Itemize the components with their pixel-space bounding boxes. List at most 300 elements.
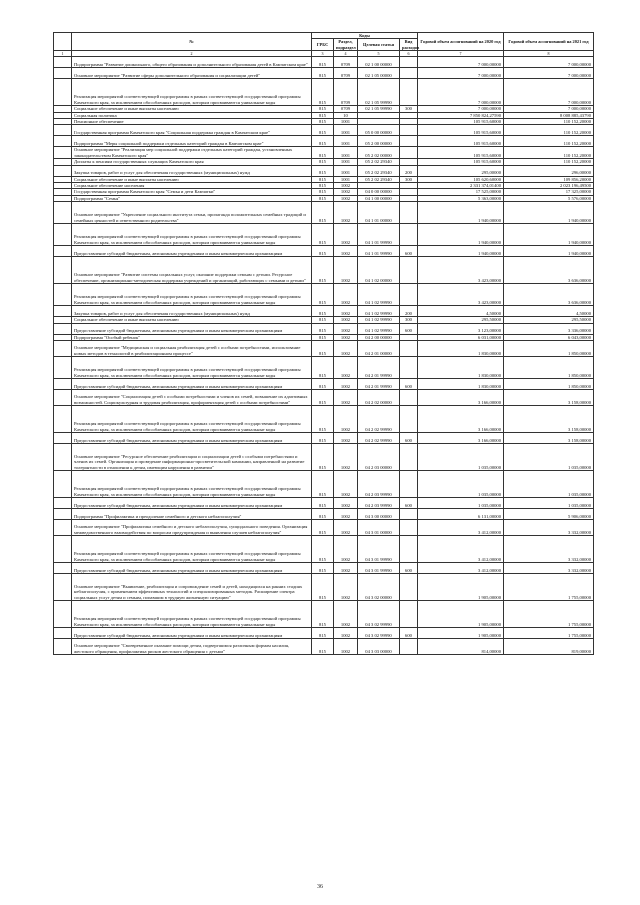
row-section-cell: 1002: [334, 183, 358, 189]
table-row: [54, 628, 594, 639]
index-cell: 3: [312, 51, 334, 57]
row-2020-cell: 105 915,60000: [418, 159, 504, 165]
row-2021-cell: 3 158,00000: [504, 433, 594, 444]
row-number-cell: [54, 323, 72, 334]
row-2020-cell: 7 850 824,27590: [418, 112, 504, 118]
row-exp-type-cell: [400, 357, 418, 379]
row-section-cell: 1002: [334, 601, 358, 628]
row-number-cell: [54, 246, 72, 257]
col-grbs-header: ГРБС: [312, 39, 334, 51]
row-section-cell: 1002: [334, 195, 358, 201]
row-2020-cell: 4,50000: [418, 306, 504, 317]
table-row: [54, 379, 594, 390]
row-2021-cell: 3 332,00000: [504, 563, 594, 574]
row-name-cell: Подпрограмма "Особый ребенок": [72, 334, 312, 340]
row-section-cell: 1002: [334, 509, 358, 520]
row-exp-type-cell: [400, 202, 418, 224]
row-2021-cell: 1 755,00000: [504, 628, 594, 639]
row-grbs-cell: 815: [312, 79, 334, 106]
row-name-cell: Предоставление субсидий бюджетным, автономным учреждениям и иным некоммерческим организациям: [72, 498, 312, 509]
table-row: [54, 224, 594, 246]
table-row: [54, 520, 594, 536]
row-section-cell: 1002: [334, 202, 358, 224]
index-cell: 7: [418, 51, 504, 57]
row-name-cell: Социальное обеспечение и иные выплаты населению: [72, 317, 312, 323]
row-name-cell: Реализация мероприятий соответствующей подпрограммы в рамках соответствующей государственной программы Камчатского края, за исключением обособленных расходов, которым присваиваются уникальные коды: [72, 601, 312, 628]
row-section-cell: 0709: [334, 68, 358, 79]
index-cell: 2: [72, 51, 312, 57]
row-section-cell: 1002: [334, 323, 358, 334]
row-number-cell: [54, 498, 72, 509]
row-grbs-cell: 815: [312, 159, 334, 165]
row-number-cell: [54, 306, 72, 317]
row-name-cell: Предоставление субсидий бюджетным, автономным учреждениям и иным некоммерческим организациям: [72, 379, 312, 390]
row-number-cell: [54, 202, 72, 224]
row-2020-cell: 105 915,60000: [418, 125, 504, 136]
row-2020-cell: 6 031,00000: [418, 334, 504, 340]
row-target-cell: 04 2 03 99990: [358, 498, 400, 509]
row-grbs-cell: 815: [312, 357, 334, 379]
row-name-cell: Предоставление субсидий бюджетным, автономным учреждениям и иным некоммерческим организациям: [72, 323, 312, 334]
table-row: [54, 147, 594, 159]
row-number-cell: [54, 136, 72, 147]
row-2020-cell: 3 123,00000: [418, 323, 504, 334]
row-2021-cell: 1 850,00000: [504, 341, 594, 357]
row-2020-cell: 7 000,00000: [418, 79, 504, 106]
table-row: [54, 639, 594, 655]
row-2020-cell: 3 412,00000: [418, 563, 504, 574]
row-name-cell: Реализация мероприятий соответствующей подпрограммы в рамках соответствующей государственной программы Камчатского края, за исключением обособленных расходов, которым присваиваются уникальные коды: [72, 357, 312, 379]
row-grbs-cell: 815: [312, 317, 334, 323]
row-number-cell: [54, 406, 72, 433]
row-exp-type-cell: [400, 471, 418, 498]
row-section-cell: 1002: [334, 224, 358, 246]
row-2021-cell: 1 035,00000: [504, 471, 594, 498]
row-section-cell: 1001: [334, 159, 358, 165]
index-cell: 1: [54, 51, 72, 57]
row-grbs-cell: 815: [312, 471, 334, 498]
row-grbs-cell: 815: [312, 106, 334, 112]
row-2021-cell: 110 152,20000: [504, 147, 594, 159]
row-grbs-cell: 815: [312, 257, 334, 284]
row-grbs-cell: 815: [312, 306, 334, 317]
row-2020-cell: 3 166,00000: [418, 406, 504, 433]
row-2020-cell: 295,00000: [418, 165, 504, 176]
row-2021-cell: 5 906,00000: [504, 509, 594, 520]
row-exp-type-cell: [400, 536, 418, 563]
row-target-cell: 04 3 03 00000: [358, 639, 400, 655]
row-2020-cell: 2 331 374,01400: [418, 183, 504, 189]
row-name-cell: Предоставление субсидий бюджетным, автономным учреждениям и иным некоммерческим организациям: [72, 628, 312, 639]
row-target-cell: 04 2 01 99990: [358, 379, 400, 390]
row-name-cell: Реализация мероприятий соответствующей подпрограммы в рамках соответствующей государственной программы Камчатского края, за исключением обособленных расходов, которым присваиваются уникальные коды: [72, 406, 312, 433]
row-name-cell: Реализация мероприятий соответствующей подпрограммы в рамках соответствующей государственной программы Камчатского края, за исключением обособленных расходов, которым присваиваются уникальные коды: [72, 284, 312, 306]
row-name-cell: Предоставление субсидий бюджетным, автономным учреждениям и иным некоммерческим организациям: [72, 246, 312, 257]
row-2021-cell: 1 850,00000: [504, 357, 594, 379]
row-grbs-cell: 815: [312, 68, 334, 79]
row-section-cell: 1002: [334, 357, 358, 379]
row-target-cell: 04 2 00 00000: [358, 334, 400, 340]
row-grbs-cell: 815: [312, 202, 334, 224]
row-grbs-cell: 815: [312, 112, 334, 118]
row-2020-cell: 7 000,00000: [418, 68, 504, 79]
row-2020-cell: 5 363,00000: [418, 195, 504, 201]
row-target-cell: 04 1 00 00000: [358, 195, 400, 201]
row-2020-cell: 7 000,00000: [418, 106, 504, 112]
row-target-cell: 04 1 02 99990: [358, 317, 400, 323]
row-section-cell: 1002: [334, 639, 358, 655]
row-target-cell: 04 2 02 99990: [358, 406, 400, 433]
row-grbs-cell: 815: [312, 323, 334, 334]
row-exp-type-cell: 600: [400, 246, 418, 257]
row-number-cell: [54, 444, 72, 471]
row-name-cell: Основное мероприятие "Социализация детей с особыми потребностями и членов их семей, повышение их адаптивных возможностей. Социокультурная и трудовая реабилитация, профориентация детей с особыми потребностями": [72, 390, 312, 406]
row-2021-cell: 1 940,00000: [504, 246, 594, 257]
row-grbs-cell: 815: [312, 183, 334, 189]
row-2021-cell: 3 332,00000: [504, 536, 594, 563]
row-exp-type-cell: 200: [400, 306, 418, 317]
row-name-cell: Основное мероприятие "Укрепление социального института семьи, пропаганда положительных семейных традиций и семейных ценностей и ответственного родительства": [72, 202, 312, 224]
row-name-cell: Социальное обеспечение и иные выплаты населению: [72, 176, 312, 182]
row-2020-cell: 3 412,00000: [418, 536, 504, 563]
index-cell: 5: [358, 51, 400, 57]
page-number: 36: [317, 884, 323, 890]
row-2021-cell: 7 000,00000: [504, 57, 594, 68]
row-name-cell: Основное мероприятие "Реализация мер социальной поддержки отдельных категорий граждан, установленных законодательством Камчатского края": [72, 147, 312, 159]
row-number-cell: [54, 520, 72, 536]
col-2021-header: Годовой объем ассигнований на 2021 год: [504, 33, 594, 51]
row-section-cell: 1001: [334, 147, 358, 159]
row-grbs-cell: 815: [312, 574, 334, 601]
col-2020-header: Годовой объем ассигнований на 2020 год: [418, 33, 504, 51]
row-section-cell: 1002: [334, 444, 358, 471]
row-target-cell: 04 2 01 99990: [358, 357, 400, 379]
row-number-cell: [54, 639, 72, 655]
table-row: [54, 536, 594, 563]
row-target-cell: 04 3 01 99990: [358, 536, 400, 563]
row-2020-cell: 3 412,00000: [418, 520, 504, 536]
row-name-cell: Реализация мероприятий соответствующей подпрограммы в рамках соответствующей государственной программы Камчатского края, за исключением обособленных расходов, которым присваиваются уникальные коды: [72, 471, 312, 498]
row-2021-cell: 7 000,00000: [504, 79, 594, 106]
row-exp-type-cell: 300: [400, 176, 418, 182]
table-row: [54, 246, 594, 257]
row-section-cell: 1002: [334, 257, 358, 284]
row-grbs-cell: 815: [312, 119, 334, 125]
row-2021-cell: 8 008 885,43790: [504, 112, 594, 118]
budget-table: [53, 32, 594, 655]
row-number-cell: [54, 147, 72, 159]
row-grbs-cell: 815: [312, 165, 334, 176]
col-name-header: №: [72, 33, 312, 51]
row-number-cell: [54, 574, 72, 601]
row-name-cell: Предоставление субсидий бюджетным, автономным учреждениям и иным некоммерческим организациям: [72, 433, 312, 444]
row-target-cell: 04 2 02 99990: [358, 433, 400, 444]
row-number-cell: [54, 79, 72, 106]
row-grbs-cell: 815: [312, 334, 334, 340]
row-2020-cell: 295,50000: [418, 317, 504, 323]
row-exp-type-cell: 600: [400, 433, 418, 444]
row-grbs-cell: 815: [312, 563, 334, 574]
row-grbs-cell: 815: [312, 433, 334, 444]
row-target-cell: 05 2 02 29340: [358, 165, 400, 176]
row-target-cell: 05 2 02 29340: [358, 176, 400, 182]
table-row: [54, 202, 594, 224]
row-section-cell: 1002: [334, 390, 358, 406]
row-2021-cell: 3 336,00000: [504, 323, 594, 334]
row-exp-type-cell: 300: [400, 317, 418, 323]
row-2020-cell: 1 940,00000: [418, 202, 504, 224]
table-row: [54, 323, 594, 334]
row-2020-cell: 1 905,00000: [418, 628, 504, 639]
row-section-cell: 1002: [334, 628, 358, 639]
row-name-cell: Пенсионное обеспечение: [72, 119, 312, 125]
row-2020-cell: 1 905,00000: [418, 601, 504, 628]
row-section-cell: 1002: [334, 433, 358, 444]
row-2020-cell: 1 035,00000: [418, 444, 504, 471]
row-name-cell: Предоставление субсидий бюджетным, автономным учреждениям и иным некоммерческим организациям: [72, 563, 312, 574]
row-2020-cell: 17 525,00000: [418, 189, 504, 195]
row-name-cell: Реализация мероприятий соответствующей подпрограммы в рамках соответствующей государственной программы Камчатского края, за исключением обособленных расходов, которым присваиваются уникальные коды: [72, 536, 312, 563]
row-2021-cell: 2 023 196,49500: [504, 183, 594, 189]
table-row: [54, 284, 594, 306]
row-number-cell: [54, 224, 72, 246]
row-grbs-cell: 815: [312, 125, 334, 136]
row-grbs-cell: 815: [312, 341, 334, 357]
table-row: [54, 563, 594, 574]
row-target-cell: 04 2 03 99990: [358, 471, 400, 498]
row-number-cell: [54, 433, 72, 444]
row-2021-cell: 296,00000: [504, 165, 594, 176]
table-body: [54, 57, 594, 655]
row-section-cell: 1001: [334, 176, 358, 182]
row-2021-cell: 5 576,00000: [504, 195, 594, 201]
row-exp-type-cell: [400, 57, 418, 68]
row-section-cell: 0709: [334, 106, 358, 112]
row-name-cell: Государственная программа Камчатского края "Социальная поддержка граждан в Камчатском крае": [72, 125, 312, 136]
row-number-cell: [54, 379, 72, 390]
row-2020-cell: 1 940,00000: [418, 246, 504, 257]
row-target-cell: 04 3 02 99990: [358, 628, 400, 639]
row-number-cell: [54, 125, 72, 136]
row-target-cell: 05 2 00 00000: [358, 136, 400, 147]
row-grbs-cell: 815: [312, 246, 334, 257]
row-grbs-cell: 815: [312, 390, 334, 406]
row-2020-cell: 3 166,00000: [418, 433, 504, 444]
row-target-cell: 04 3 00 00000: [358, 509, 400, 520]
row-number-cell: [54, 68, 72, 79]
row-name-cell: Закупка товаров, работ и услуг для обеспечения государственных (муниципальных) нужд: [72, 306, 312, 317]
row-section-cell: 1002: [334, 189, 358, 195]
row-target-cell: 04 2 03 00000: [358, 444, 400, 471]
table-row: [54, 257, 594, 284]
budget-sheet: [53, 32, 593, 655]
row-exp-type-cell: [400, 520, 418, 536]
row-exp-type-cell: 600: [400, 563, 418, 574]
row-target-cell: 05 2 02 29340: [358, 159, 400, 165]
row-exp-type-cell: [400, 509, 418, 520]
row-2021-cell: 17 325,00000: [504, 189, 594, 195]
row-2020-cell: 1 830,00000: [418, 341, 504, 357]
row-section-cell: 1002: [334, 520, 358, 536]
table-row: [54, 57, 594, 68]
row-grbs-cell: 815: [312, 406, 334, 433]
row-name-cell: Социальное обеспечение и иные выплаты населению: [72, 106, 312, 112]
row-section-cell: 10: [334, 112, 358, 118]
row-2021-cell: 1 850,00000: [504, 379, 594, 390]
row-target-cell: 04 1 01 99990: [358, 224, 400, 246]
row-2021-cell: 110 152,20000: [504, 125, 594, 136]
row-section-cell: 1002: [334, 471, 358, 498]
row-name-cell: Основное мероприятие "Медицинская и социальная реабилитация детей с особыми потребностями, использование новых методов в технологий в реабилитационном процессе": [72, 341, 312, 357]
row-grbs-cell: 815: [312, 601, 334, 628]
table-row: [54, 601, 594, 628]
row-grbs-cell: 815: [312, 195, 334, 201]
row-target-cell: 02 1 00 00000: [358, 57, 400, 68]
row-target-cell: 04 1 02 99990: [358, 306, 400, 317]
row-2021-cell: 1 755,00000: [504, 574, 594, 601]
row-name-cell: Основное мероприятие "Профилактика семейного и детского неблагополучия, суицидального поведения. Организация межведомственного взаимодействия по вопросам предупреждения и выявления случаев неблагополучия": [72, 520, 312, 536]
row-2020-cell: 1 940,00000: [418, 224, 504, 246]
row-2020-cell: 814,00000: [418, 639, 504, 655]
row-2020-cell: 1 905,00000: [418, 574, 504, 601]
row-number-cell: [54, 536, 72, 563]
row-name-cell: Социальная политика: [72, 112, 312, 118]
row-2020-cell: 1 035,00000: [418, 498, 504, 509]
row-exp-type-cell: [400, 257, 418, 284]
table-row: [54, 125, 594, 136]
row-grbs-cell: 815: [312, 147, 334, 159]
row-exp-type-cell: [400, 639, 418, 655]
row-name-cell: Подпрограмма "Профилактика и преодоление семейного и детского неблагополучия": [72, 509, 312, 520]
row-exp-type-cell: [400, 68, 418, 79]
row-2020-cell: 3 423,00000: [418, 257, 504, 284]
row-2021-cell: 4,50000: [504, 306, 594, 317]
row-number-cell: [54, 471, 72, 498]
row-grbs-cell: 815: [312, 57, 334, 68]
row-target-cell: 04 3 02 00000: [358, 574, 400, 601]
row-2021-cell: 6 043,00000: [504, 334, 594, 340]
row-number-cell: [54, 601, 72, 628]
row-exp-type-cell: [400, 79, 418, 106]
col-section-header: Раздел, подраздел: [334, 39, 358, 51]
row-name-cell: Основное мероприятие "Развитие системы социальных услуг, оказание поддержки семьям с детьми. Ресурсное обеспечение, организационно-методическая поддержка учреждений и организаций, работающих с семьями и детьми": [72, 257, 312, 284]
row-exp-type-cell: [400, 574, 418, 601]
row-grbs-cell: 815: [312, 509, 334, 520]
row-2021-cell: 1 035,00000: [504, 444, 594, 471]
row-name-cell: Подпрограмма "Развитие дошкольного, общего образования и дополнительного образования детей в Камчатском крае": [72, 57, 312, 68]
row-name-cell: Основное мероприятие "Развитие сферы дополнительного образования и социализации детей": [72, 68, 312, 79]
row-target-cell: 04 1 02 00000: [358, 257, 400, 284]
row-name-cell: Доплаты к пенсиям государственных служащих Камчатского края: [72, 159, 312, 165]
table-row: [54, 357, 594, 379]
row-section-cell: 1002: [334, 574, 358, 601]
row-2021-cell: 110 152,20000: [504, 136, 594, 147]
row-number-cell: [54, 509, 72, 520]
table-row: [54, 433, 594, 444]
row-section-cell: 0709: [334, 57, 358, 68]
row-section-cell: 1002: [334, 284, 358, 306]
row-section-cell: 1002: [334, 379, 358, 390]
col-number-header: [54, 33, 72, 51]
codes-group-header: Коды: [312, 33, 418, 39]
row-number-cell: [54, 628, 72, 639]
row-target-cell: 02 1 05 99990: [358, 106, 400, 112]
row-target-cell: 04 3 01 99990: [358, 563, 400, 574]
table-row: [54, 165, 594, 176]
row-name-cell: Реализация мероприятий соответствующей подпрограммы в рамках соответствующей государственной программы Камчатского края, за исключением обособленных расходов, которым присваиваются уникальные коды: [72, 79, 312, 106]
row-number-cell: [54, 357, 72, 379]
row-grbs-cell: 815: [312, 189, 334, 195]
table-row: [54, 406, 594, 433]
table-row: [54, 498, 594, 509]
table-row: [54, 574, 594, 601]
row-section-cell: 1002: [334, 341, 358, 357]
row-2021-cell: 1 940,00000: [504, 202, 594, 224]
row-target-cell: 04 2 02 00000: [358, 390, 400, 406]
row-grbs-cell: 815: [312, 379, 334, 390]
index-cell: 8: [504, 51, 594, 57]
row-exp-type-cell: [400, 444, 418, 471]
row-section-cell: 1002: [334, 406, 358, 433]
row-grbs-cell: 815: [312, 498, 334, 509]
table-row: [54, 509, 594, 520]
table-row: [54, 136, 594, 147]
row-2021-cell: 295,50000: [504, 317, 594, 323]
row-number-cell: [54, 341, 72, 357]
row-section-cell: 1001: [334, 136, 358, 147]
row-exp-type-cell: [400, 125, 418, 136]
row-target-cell: 04 2 01 00000: [358, 341, 400, 357]
row-section-cell: 1001: [334, 165, 358, 176]
row-2021-cell: 1 940,00000: [504, 224, 594, 246]
row-2021-cell: 1 755,00000: [504, 601, 594, 628]
row-grbs-cell: 815: [312, 444, 334, 471]
row-section-cell: 0709: [334, 79, 358, 106]
row-section-cell: 1002: [334, 498, 358, 509]
row-exp-type-cell: 600: [400, 628, 418, 639]
table-row: [54, 306, 594, 317]
table-row: [54, 444, 594, 471]
row-2020-cell: 105 915,60000: [418, 136, 504, 147]
row-name-cell: Реализация мероприятий соответствующей подпрограммы в рамках соответствующей государственной программы Камчатского края, за исключением обособленных расходов, которым присваиваются уникальные коды: [72, 224, 312, 246]
row-exp-type-cell: [400, 284, 418, 306]
row-name-cell: Основное мероприятие "Своевременное оказание помощи детям, подвергшимся различным формам насилия, жестокого обращения, профилактика рисков жестокого обращения с детьми": [72, 639, 312, 655]
row-target-cell: 04 1 02 99990: [358, 323, 400, 334]
row-grbs-cell: 815: [312, 520, 334, 536]
row-2021-cell: 7 000,00000: [504, 106, 594, 112]
row-number-cell: [54, 165, 72, 176]
table-row: [54, 79, 594, 106]
row-section-cell: 1002: [334, 306, 358, 317]
row-section-cell: 1002: [334, 536, 358, 563]
row-section-cell: 1001: [334, 119, 358, 125]
row-target-cell: 04 3 01 00000: [358, 520, 400, 536]
row-exp-type-cell: [400, 601, 418, 628]
row-exp-type-cell: [400, 406, 418, 433]
row-target-cell: 05 0 00 00000: [358, 125, 400, 136]
row-2021-cell: 110 152,20000: [504, 159, 594, 165]
row-target-cell: 02 1 05 00000: [358, 68, 400, 79]
row-2021-cell: 3 158,00000: [504, 390, 594, 406]
row-target-cell: 05 2 02 00000: [358, 147, 400, 159]
row-exp-type-cell: 600: [400, 379, 418, 390]
row-grbs-cell: 815: [312, 176, 334, 182]
row-exp-type-cell: [400, 136, 418, 147]
row-grbs-cell: 815: [312, 284, 334, 306]
row-exp-type-cell: [400, 341, 418, 357]
row-2020-cell: 105 915,60000: [418, 147, 504, 159]
table-row: [54, 341, 594, 357]
